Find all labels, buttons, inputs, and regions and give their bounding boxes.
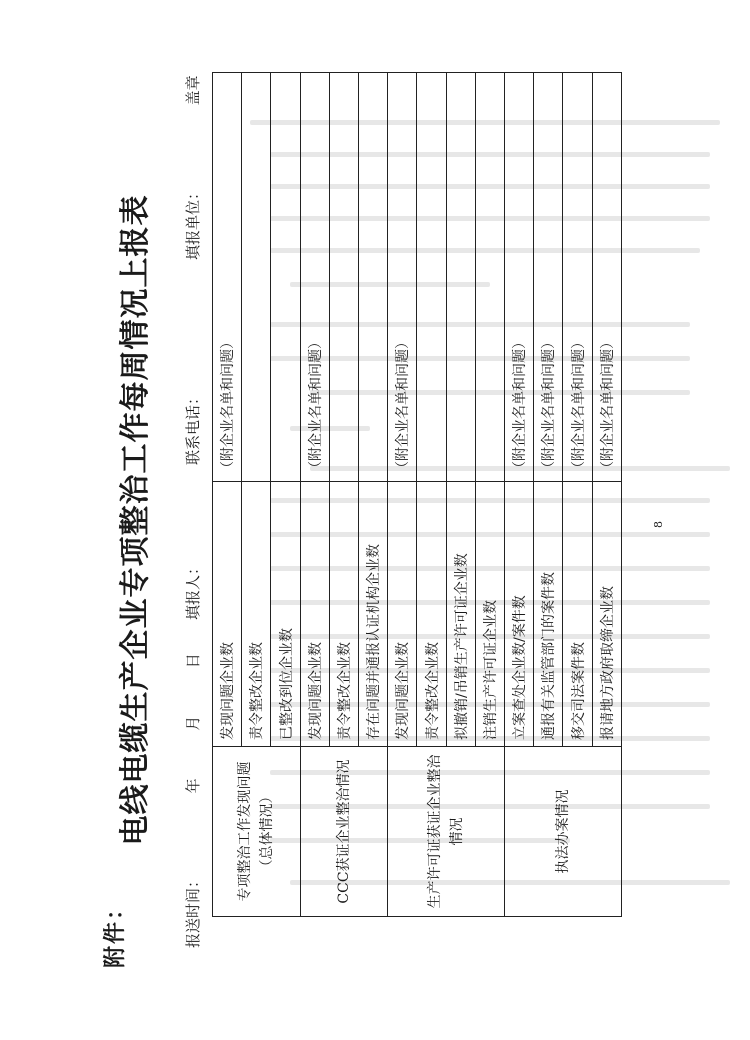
value-cell[interactable]: （附企业名单和问题） [388,73,417,482]
page-number: 8 [652,521,665,528]
item-cell: 报请地方政府取缔企业数 [592,482,621,747]
value-cell[interactable]: （附企业名单和问题） [592,73,621,482]
table-row [300,73,329,917]
reporter-label: 填报人： [184,559,202,620]
table-row [388,73,417,917]
category-name: 专项整治工作发现问题 [236,761,253,902]
item-cell: 移交司法案件数 [563,482,592,747]
value-cell[interactable] [242,73,271,482]
category-cell [505,747,622,917]
value-cell[interactable] [329,73,358,482]
item-cell: 责令整改企业数 [242,482,271,747]
item-cell: 发现问题企业数 [213,482,242,747]
phone-label: 联系电话： [184,389,202,465]
item-cell: 责令整改企业数 [329,482,358,747]
day-label: 日 [184,653,202,669]
report-table-body [213,73,622,917]
table-row [213,73,242,917]
item-cell: 拟撤销/吊销生产许可证企业数 [446,482,475,747]
category-name: 生产许可证获证企业整治情况 [426,754,466,909]
item-cell: 已整改到位企业数 [271,482,300,747]
value-cell[interactable]: （附企业名单和问题） [300,73,329,482]
year-label: 年 [184,778,202,794]
value-cell[interactable]: （附企业名单和问题） [213,73,242,482]
item-cell: 通报有关监管部门的案件数 [534,482,563,747]
value-cell[interactable] [417,73,446,482]
value-cell[interactable]: （附企业名单和问题） [505,73,534,482]
category-cell [213,747,301,917]
category-name: CCC获证企业整治情况 [335,759,352,904]
item-cell: 发现问题企业数 [388,482,417,747]
value-cell[interactable] [446,73,475,482]
seal-label: 盖章 [184,75,202,106]
report-time [182,653,203,948]
table-row [505,73,534,917]
month-label: 月 [184,715,202,731]
filing-unit [182,75,203,260]
value-cell[interactable]: （附企业名单和问题） [563,73,592,482]
report-time-label: 报送时间： [184,872,202,948]
form-title: 电线电缆生产企业专项整治工作每周情况上报表 [118,194,153,846]
value-cell[interactable] [271,73,300,482]
category-cell [300,747,388,917]
item-cell: 责令整改企业数 [417,482,446,747]
item-cell: 注销生产许可证企业数 [475,482,504,747]
item-cell: 立案查处企业数/案件数 [505,482,534,747]
item-cell: 存在问题并通报认证机构企业数 [359,482,388,747]
attachment-label: 附件： [102,895,128,968]
category-cell [388,747,505,917]
value-cell[interactable] [359,73,388,482]
category-note: （总体情况） [259,789,276,874]
value-cell[interactable]: （附企业名单和问题） [534,73,563,482]
filing-unit-label: 填报单位： [184,184,202,260]
report-table [212,72,622,917]
value-cell[interactable] [475,73,504,482]
item-cell: 发现问题企业数 [300,482,329,747]
category-name: 执法办案情况 [554,789,571,874]
